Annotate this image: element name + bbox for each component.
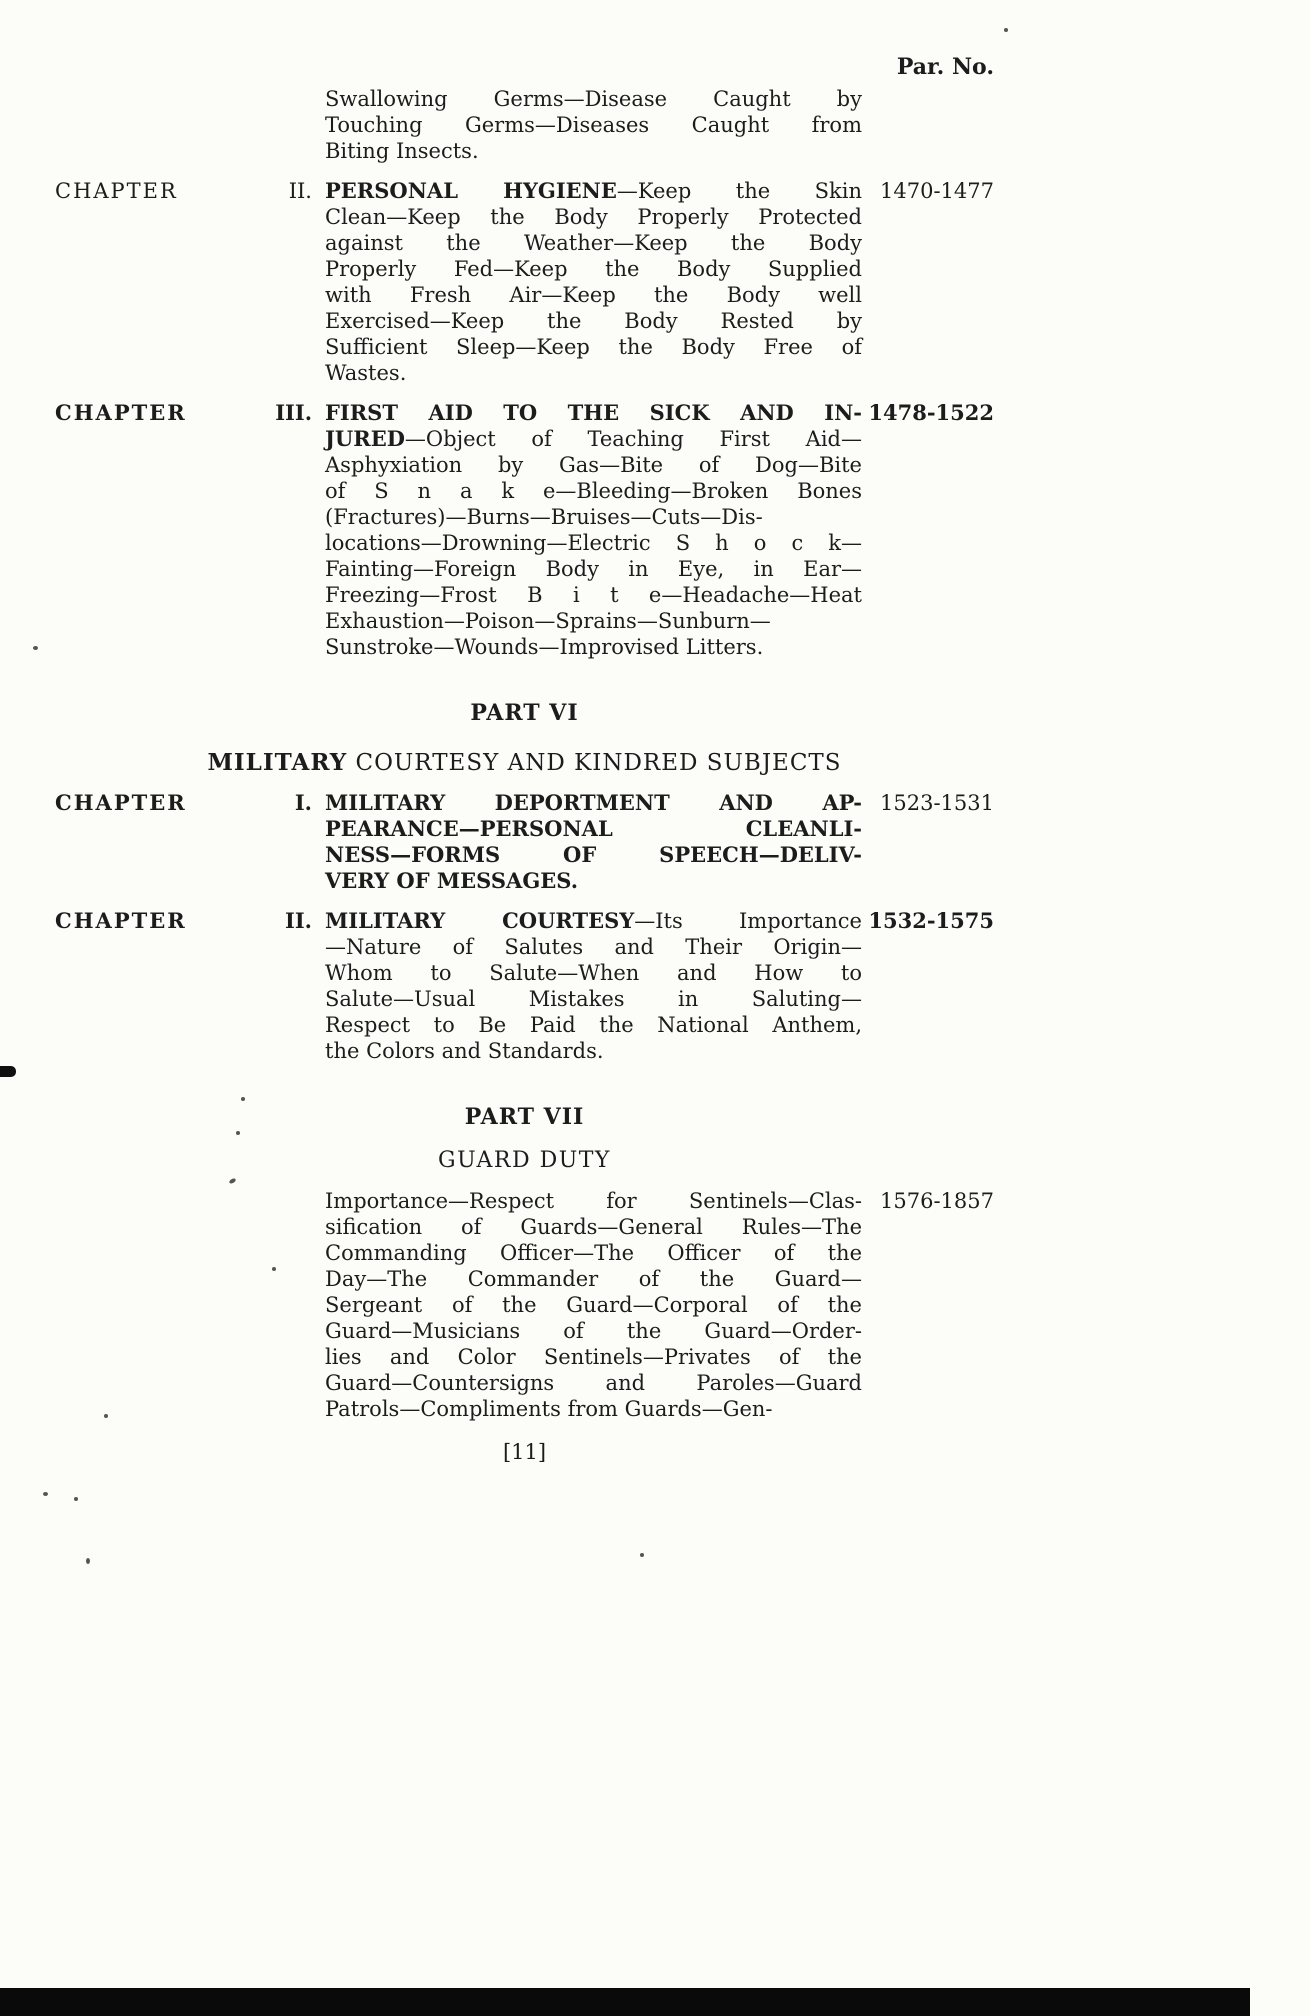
- part-heading: PART VII: [464, 1104, 585, 1130]
- entry-text-line: Guard—Countersigns and Paroles—Guard: [325, 1371, 862, 1395]
- entry-text: [325, 908, 862, 1064]
- entry-text-line: Patrols—Compliments from Guards—Gen-: [325, 1397, 773, 1421]
- scan-speck: [1004, 28, 1008, 32]
- entry-text: [325, 178, 862, 386]
- entry-text-line: [325, 816, 862, 842]
- entry-text: [325, 400, 862, 660]
- subject-heading: GUARD DUTY: [438, 1148, 611, 1173]
- entry-bold-title: JURED: [325, 426, 405, 451]
- entry-bold-title: MILITARY DEPORTMENT AND AP-: [325, 790, 862, 815]
- scan-speck: [241, 1097, 245, 1101]
- entry-text-line: Biting Insects.: [325, 139, 479, 163]
- toc-entry: [55, 908, 994, 1064]
- entry-text-line: locations—Drowning—Electric S h o c k—: [325, 531, 862, 555]
- entry-text-line: of S n a k e—Bleeding—Broken Bones: [325, 479, 862, 503]
- entry-text-line: Exhaustion—Poison—Sprains—Sunburn—: [325, 609, 771, 633]
- entry-text-line: Clean—Keep the Body Properly Protected: [325, 205, 862, 229]
- chapter-numeral: I.: [294, 790, 312, 815]
- toc-entry: [55, 790, 994, 894]
- par-no-range: 1576-1857: [880, 1189, 994, 1213]
- entry-text-line: sification of Guards—General Rules—The: [325, 1215, 862, 1239]
- scan-speck: [236, 1131, 240, 1135]
- scan-speck: [43, 1492, 48, 1496]
- entry-text-line: Fainting—Foreign Body in Eye, in Ear—: [325, 557, 862, 581]
- scan-speck: [86, 1558, 90, 1564]
- entry-text-line: against the Weather—Keep the Body: [325, 231, 862, 255]
- entry-text-line: [325, 400, 862, 426]
- entry-bold-title: PERSONAL HYGIENE: [325, 178, 617, 203]
- entry-text-line: Wastes.: [325, 361, 407, 385]
- entry-text-line: Freezing—Frost B i t e—Headache—Heat: [325, 583, 862, 607]
- entry-text-line: Sergeant of the Guard—Corporal of the: [325, 1293, 862, 1317]
- entry-text-line: MILITARY COURTESY—Its Importance: [325, 908, 862, 933]
- subject-heading-bold: MILITARY: [207, 749, 348, 776]
- entry-text-line: [325, 868, 862, 894]
- entry-text: [325, 1188, 862, 1422]
- entry-bold-title: NESS—FORMS OF SPEECH—DELIV-: [325, 842, 862, 867]
- subject-heading: MILITARY COURTESY AND KINDRED SUBJECTS: [207, 749, 842, 776]
- toc-entry: [55, 86, 994, 164]
- entry-text-line: Sunstroke—Wounds—Improvised Litters.: [325, 635, 764, 659]
- chapter-label: CHAPTER: [55, 908, 187, 933]
- scan-bottom-bar: [0, 1988, 1250, 2016]
- entry-text-line: Asphyxiation by Gas—Bite of Dog—Bite: [325, 453, 862, 477]
- scan-speck: [640, 1553, 644, 1557]
- entry-text-line: Guard—Musicians of the Guard—Order-: [325, 1319, 862, 1343]
- entry-text-line: PERSONAL HYGIENE—Keep the Skin: [325, 178, 862, 203]
- chapter-label: CHAPTER: [55, 179, 178, 203]
- scan-edge-mark: [0, 1066, 16, 1077]
- entry-text-line: Exercised—Keep the Body Rested by: [325, 309, 862, 333]
- entry-text: [325, 86, 862, 164]
- entry-text-line: Swallowing Germs—Disease Caught by: [325, 87, 862, 111]
- chapter-numeral: III.: [275, 400, 312, 425]
- scan-speck: [33, 646, 38, 650]
- par-no-range: 1532-1575: [868, 908, 994, 933]
- chapter-numeral: II.: [288, 179, 312, 203]
- entry-text-line: with Fresh Air—Keep the Body well: [325, 283, 862, 307]
- entry-text-line: Respect to Be Paid the National Anthem,: [325, 1013, 862, 1037]
- entry-text-line: Whom to Salute—When and How to: [325, 961, 862, 985]
- entry-bold-title: VERY OF MESSAGES.: [325, 868, 579, 893]
- entry-text-line: Importance—Respect for Sentinels—Clas-: [325, 1189, 862, 1213]
- entry-text-line: Commanding Officer—The Officer of the: [325, 1241, 862, 1265]
- page-content: [55, 54, 994, 1464]
- par-no-range: 1470-1477: [880, 179, 994, 203]
- entry-text-line: Salute—Usual Mistakes in Saluting—: [325, 987, 862, 1011]
- entry-bold-title: PEARANCE—PERSONAL CLEANLI-: [325, 816, 862, 841]
- chapter-numeral: II.: [285, 908, 312, 933]
- entry-text-line: Touching Germs—Diseases Caught from: [325, 113, 862, 137]
- entry-text-line: [325, 842, 862, 868]
- table-of-contents: [55, 86, 994, 1422]
- entry-text-line: the Colors and Standards.: [325, 1039, 604, 1063]
- entry-text-line: lies and Color Sentinels—Privates of the: [325, 1345, 862, 1369]
- toc-entry: [55, 178, 994, 386]
- entry-text-line: Sufficient Sleep—Keep the Body Free of: [325, 335, 862, 359]
- entry-text: [325, 790, 862, 894]
- entry-text-line: —Nature of Salutes and Their Origin—: [325, 935, 862, 959]
- entry-text-line: Day—The Commander of the Guard—: [325, 1267, 862, 1291]
- scan-speck: [272, 1267, 276, 1271]
- scan-speck: [104, 1414, 108, 1418]
- entry-text-line: (Fractures)—Burns—Bruises—Cuts—Dis-: [325, 505, 763, 529]
- entry-bold-title: FIRST AID TO THE SICK AND IN-: [325, 400, 862, 425]
- toc-entry: [55, 400, 994, 660]
- entry-text-line: [325, 790, 862, 816]
- entry-text-line: JURED—Object of Teaching First Aid—: [325, 426, 862, 451]
- chapter-label: CHAPTER: [55, 400, 187, 425]
- scan-speck: [74, 1497, 78, 1501]
- par-no-range: 1478-1522: [868, 400, 994, 425]
- par-no-column-header: Par. No.: [896, 54, 994, 80]
- page-number: [11]: [502, 1440, 547, 1464]
- part-heading: PART VI: [470, 700, 579, 726]
- entry-text-line: Properly Fed—Keep the Body Supplied: [325, 257, 862, 281]
- entry-bold-title: MILITARY COURTESY: [325, 908, 635, 933]
- par-no-range: 1523-1531: [880, 791, 994, 815]
- toc-entry: [55, 1188, 994, 1422]
- chapter-label: CHAPTER: [55, 790, 187, 815]
